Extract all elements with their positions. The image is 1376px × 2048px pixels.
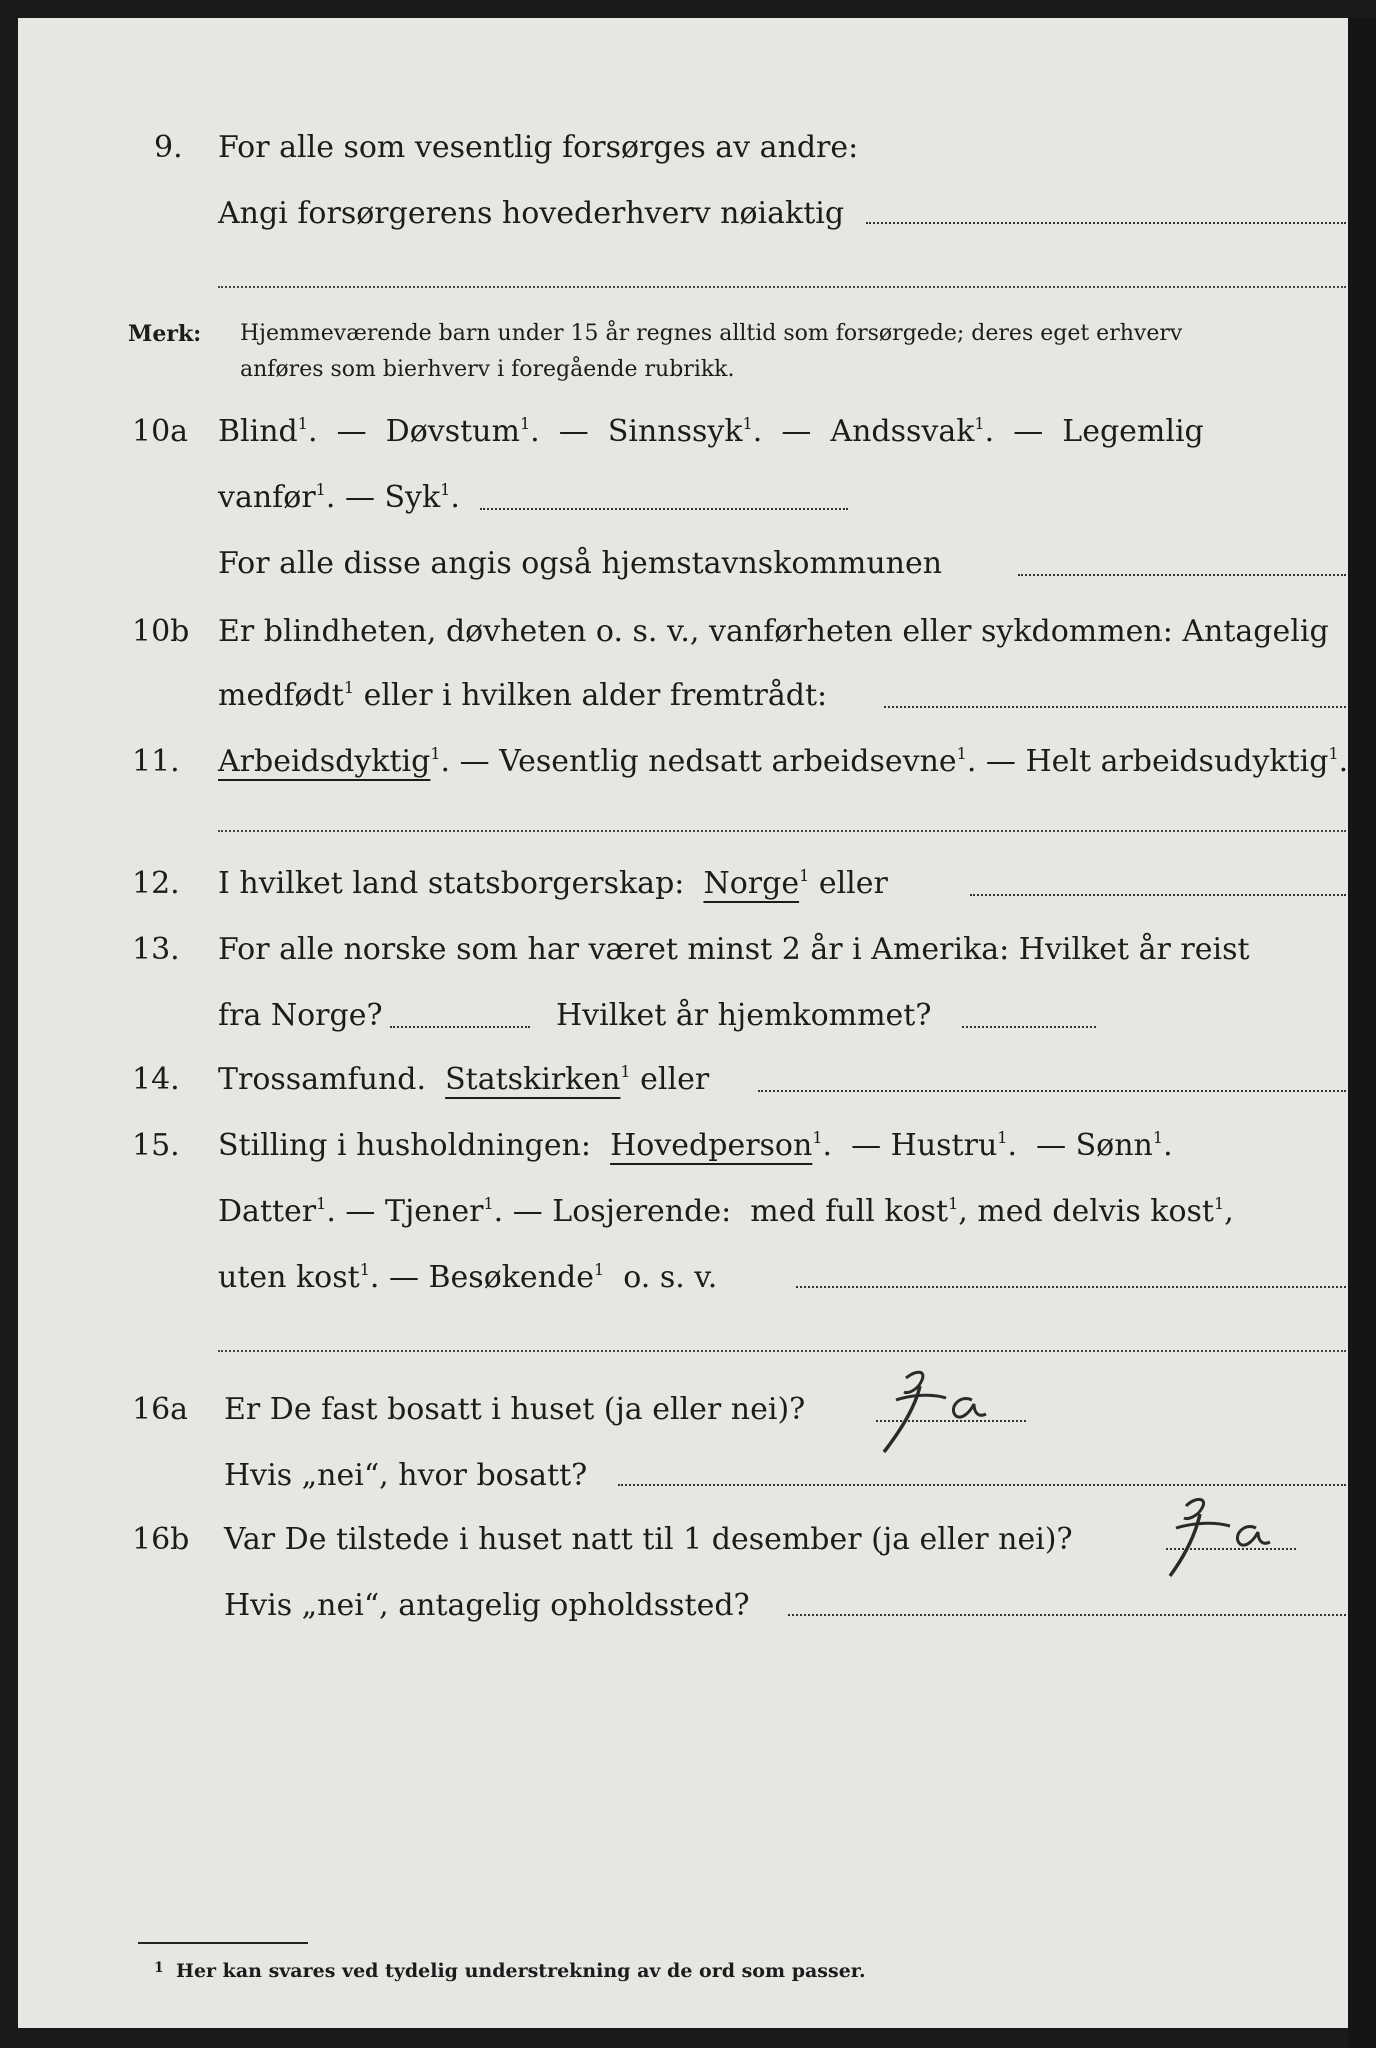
q14-opt-statskirken-underlined: Statskirken: [445, 1062, 621, 1097]
q16b-line2: Hvis „nei“, antagelig opholdssted?: [224, 1588, 750, 1623]
q13-number: 13.: [132, 932, 180, 967]
q16a-number: 16a: [132, 1392, 189, 1427]
q9-line2: Angi forsørgerens hovederhverv nøiaktig: [218, 196, 845, 231]
q13-reist-line: [390, 1026, 530, 1028]
q15-line1: Stilling i husholdningen: Hovedperson$^1$. — Hustru$^1$. — Sønn$^1$.: [218, 1128, 1173, 1163]
q16a-handwritten-answer: [864, 1364, 1014, 1464]
q9-answer-line: [866, 222, 1346, 224]
q11-opt-arbeidsdyktig-underlined: Arbeidsdyktig: [218, 744, 431, 779]
q15-opt-hovedperson-underlined: Hovedperson: [610, 1128, 813, 1163]
q14-line: Trossamfund. Statskirken$^1$ eller: [218, 1062, 710, 1097]
q10a-syk-line: [480, 508, 848, 510]
q14-answer-line: [758, 1090, 1346, 1092]
scan-edge: [1348, 18, 1376, 2048]
merk-line2: anføres som bierhverv i foregående rubrikk.: [240, 357, 735, 382]
q13-hjemkommet-line: [962, 1026, 1096, 1028]
q9-line1: For alle som vesentlig forsørges av andre:: [218, 130, 859, 165]
q10b-line2: medfødt$^1$ eller i hvilken alder fremtrådt:: [218, 678, 828, 713]
q10b-number: 10b: [132, 614, 190, 649]
q11-number: 11.: [132, 744, 180, 779]
footnote-text: Her kan svares ved tydelig understrekning av de ord som passer.: [176, 1960, 866, 1982]
q10a-line3: For alle disse angis også hjemstavnskommunen: [218, 546, 943, 581]
q13-line2b: Hvilket år hjemkommet?: [556, 998, 932, 1033]
q10a-line1: Blind$^1$. — Døvstum$^1$. — Sinnssyk$^1$. — Andssvak$^1$. — Legemlig: [218, 414, 1204, 449]
q14-number: 14.: [132, 1062, 180, 1097]
q13-line1: For alle norske som har været minst 2 år i Amerika: Hvilket år reist: [218, 932, 1250, 967]
q16a-bosatt-line: [618, 1484, 1346, 1486]
q16b-number: 16b: [132, 1522, 190, 1557]
merk-line1: Hjemmeværende barn under 15 år regnes alltid som forsørgede; deres eget erhverv: [240, 321, 1183, 346]
q9-answer-line2: [218, 286, 1346, 288]
q10a-line2: vanfør$^1$. — Syk$^1$.: [218, 480, 460, 515]
q10a-kommune-line: [1018, 574, 1346, 576]
q12-number: 12.: [132, 866, 180, 901]
q12-opt-norge-underlined: Norge: [703, 866, 800, 901]
footnote-mark: 1: [154, 1960, 164, 1976]
q10b-answer-line: [884, 706, 1346, 708]
q13-line2a: fra Norge?: [218, 998, 383, 1033]
q9-number: 9.: [154, 130, 183, 165]
q11-options: Arbeidsdyktig$^1$. — Vesentlig nedsatt arbeidsevne$^1$. — Helt arbeidsudyktig$^1$.: [218, 744, 1348, 779]
q15-number: 15.: [132, 1128, 180, 1163]
q15-line3: uten kost$^1$. — Besøkende$^1$ o. s. v.: [218, 1260, 718, 1295]
q16b-line1: Var De tilstede i huset natt til 1 desember (ja eller nei)?: [224, 1522, 1073, 1557]
q11-answer-line: [218, 830, 1346, 832]
q12-answer-line: [970, 894, 1346, 896]
q10a-number: 10a: [132, 414, 189, 449]
merk-label: Merk:: [128, 321, 202, 347]
q16b-opholdssted-line: [788, 1614, 1346, 1616]
q12-line: I hvilket land statsborgerskap: Norge$^1$ eller: [218, 866, 888, 901]
q16a-line1: Er De fast bosatt i huset (ja eller nei)?: [224, 1392, 806, 1427]
q15-answer-line2: [218, 1350, 1346, 1352]
q15-line2: Datter$^1$. — Tjener$^1$. — Losjerende: med full kost$^1$, med delvis kost$^1$,: [218, 1194, 1234, 1229]
q15-answer-line: [796, 1286, 1346, 1288]
q16a-line2: Hvis „nei“, hvor bosatt?: [224, 1458, 588, 1493]
footnote-rule: [138, 1942, 308, 1944]
q16b-handwritten-answer: [1146, 1492, 1296, 1592]
footnote: [154, 1960, 866, 1982]
census-form-page: [18, 18, 1348, 2028]
q10b-line1: Er blindheten, døvheten o. s. v., vanførheten eller sykdommen: Antagelig: [218, 614, 1329, 649]
